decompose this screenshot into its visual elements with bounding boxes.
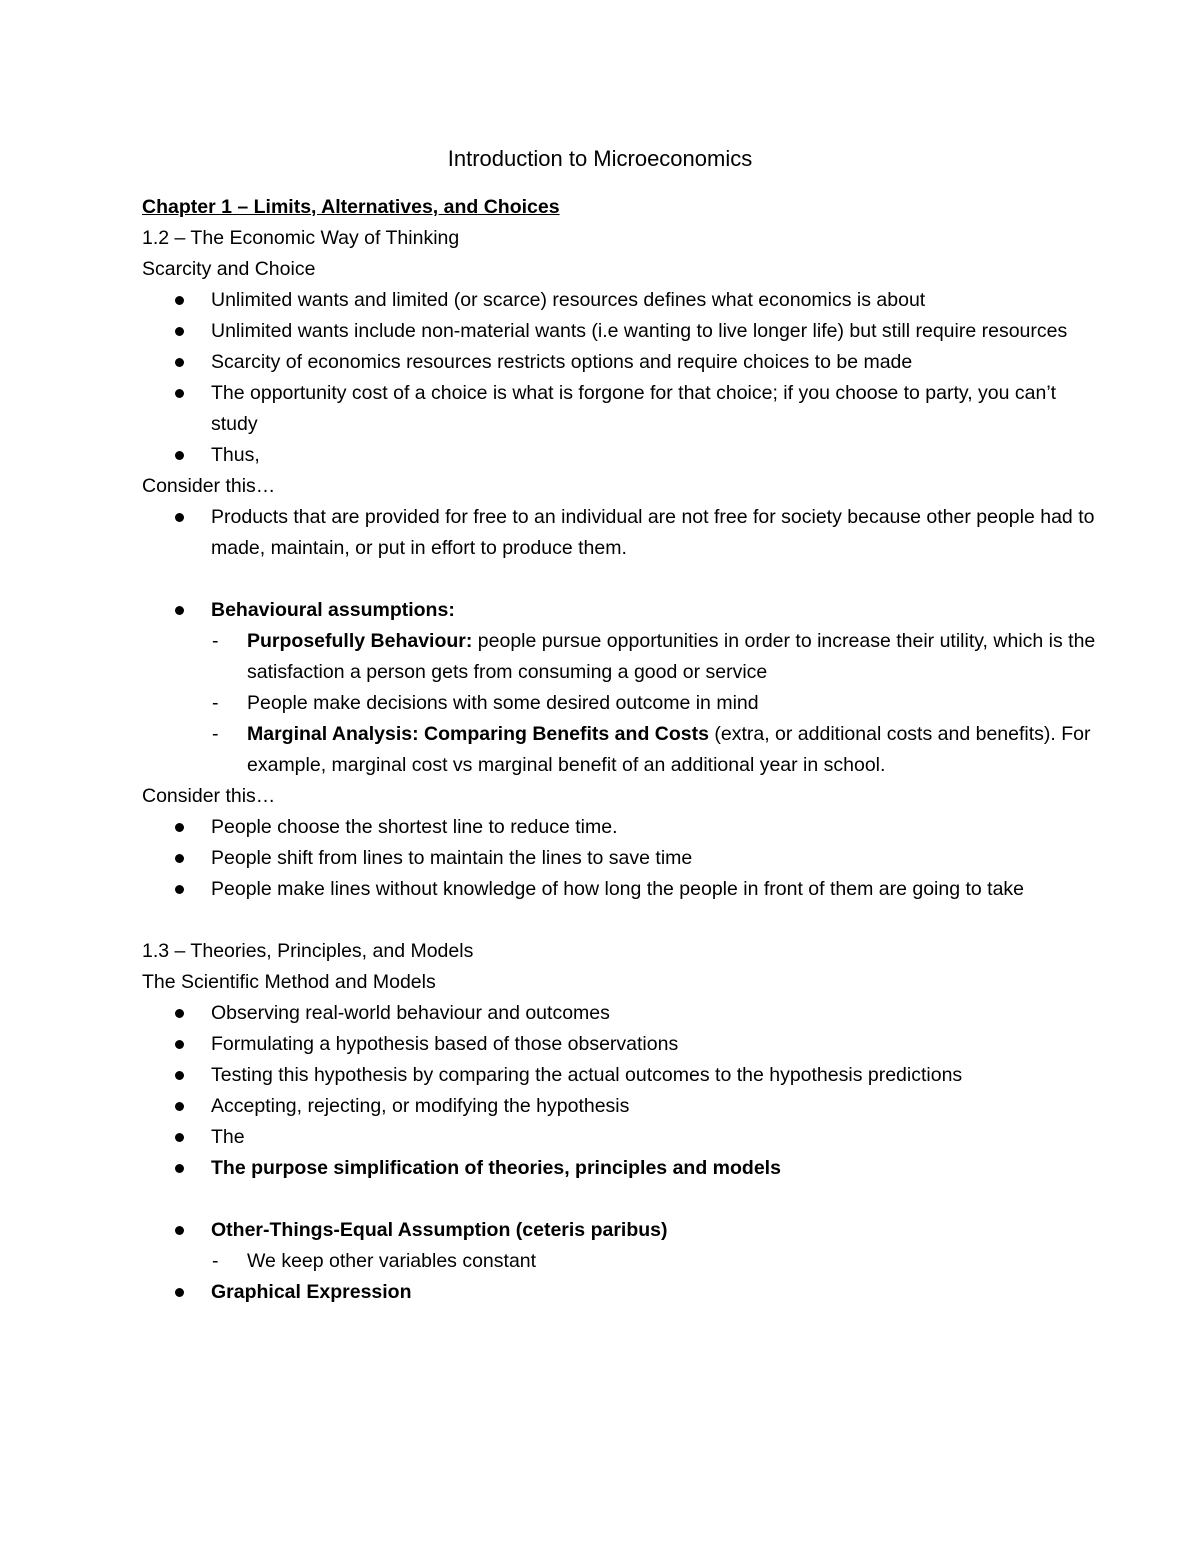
graphical-expression-list: [142, 1277, 1102, 1308]
blank-line: [142, 905, 1102, 936]
dash-marker: -: [212, 630, 219, 652]
constant-variables-text: We keep other variables constant: [247, 1250, 537, 1272]
list-item: People choose the shortest line to reduce time.: [142, 812, 1102, 843]
purposefully-behaviour-term: Purposefully Behaviour:: [247, 630, 473, 652]
list-item: The opportunity cost of a choice is what is forgone for that choice; if you choose to party, you can’t study: [142, 378, 1102, 440]
marginal-analysis-term: Marginal Analysis: Comparing Benefits and Costs: [247, 723, 709, 745]
list-item: [142, 1246, 1102, 1277]
lines-bullet-list: [142, 812, 1102, 905]
purpose-simplification-item: The purpose simplification of theories, principles and models: [142, 1153, 1102, 1184]
behavioural-assumptions-heading: Behavioural assumptions:: [142, 595, 1102, 626]
purposefully-behaviour-text: people pursue opportunities in order to increase their utility, which is the satisfaction a person gets from consuming a good or service: [247, 630, 1096, 683]
ceteris-paribus-list: [142, 1215, 1102, 1246]
list-item: Scarcity of economics resources restricts options and require choices to be made: [142, 347, 1102, 378]
blank-line: [142, 1184, 1102, 1215]
decisions-text: People make decisions with some desired outcome in mind: [247, 692, 759, 714]
ceteris-paribus-item: Other-Things-Equal Assumption (ceteris paribus): [142, 1215, 1102, 1246]
list-item: Accepting, rejecting, or modifying the hypothesis: [142, 1091, 1102, 1122]
consider-this-label: Consider this…: [142, 475, 276, 497]
dash-marker: -: [212, 1250, 219, 1272]
list-item: People make lines without knowledge of how long the people in front of them are going to take: [142, 874, 1102, 905]
list-item: Unlimited wants include non-material wants (i.e wanting to live longer life) but still require resources: [142, 316, 1102, 347]
consider-this-bullet-list: [142, 502, 1102, 564]
consider-this-label: Consider this…: [142, 785, 276, 807]
graphical-expression-item: Graphical Expression: [142, 1277, 1102, 1308]
marginal-analysis-text: (extra, or additional costs and benefits). For example, marginal cost vs marginal benefit of an additional year in school.: [247, 723, 1091, 776]
document-body: [142, 192, 1102, 1308]
list-item: Observing real-world behaviour and outcomes: [142, 998, 1102, 1029]
section-heading-1-2: 1.2 – The Economic Way of Thinking: [142, 227, 460, 249]
subheading-scientific-method: The Scientific Method and Models: [142, 971, 436, 993]
scarcity-bullet-list: [142, 285, 1102, 471]
scientific-method-bullet-list: [142, 998, 1102, 1184]
list-item: [142, 688, 1102, 719]
chapter-heading: Chapter 1 – Limits, Alternatives, and Choices: [142, 196, 560, 218]
blank-line: [142, 564, 1102, 595]
list-item: The: [142, 1122, 1102, 1153]
subheading-scarcity-and-choice: Scarcity and Choice: [142, 258, 316, 280]
list-item: People shift from lines to maintain the lines to save time: [142, 843, 1102, 874]
list-item: Testing this hypothesis by comparing the actual outcomes to the hypothesis predictions: [142, 1060, 1102, 1091]
list-item: Products that are provided for free to an individual are not free for society because other people had to made, maintain, or put in effort to produce them.: [142, 502, 1102, 564]
document-title: Introduction to Microeconomics: [447, 146, 753, 171]
list-item: Unlimited wants and limited (or scarce) resources defines what economics is about: [142, 285, 1102, 316]
list-item: Thus,: [142, 440, 1102, 471]
behavioural-assumptions-list: [142, 595, 1102, 626]
dash-marker: -: [212, 692, 219, 714]
dash-marker: -: [212, 723, 219, 745]
list-item: [142, 719, 1102, 781]
list-item: [142, 626, 1102, 688]
ceteris-dash-list: [142, 1246, 1102, 1277]
behavioural-dash-list: [142, 626, 1102, 781]
section-heading-1-3: 1.3 – Theories, Principles, and Models: [142, 940, 474, 962]
list-item: Formulating a hypothesis based of those observations: [142, 1029, 1102, 1060]
